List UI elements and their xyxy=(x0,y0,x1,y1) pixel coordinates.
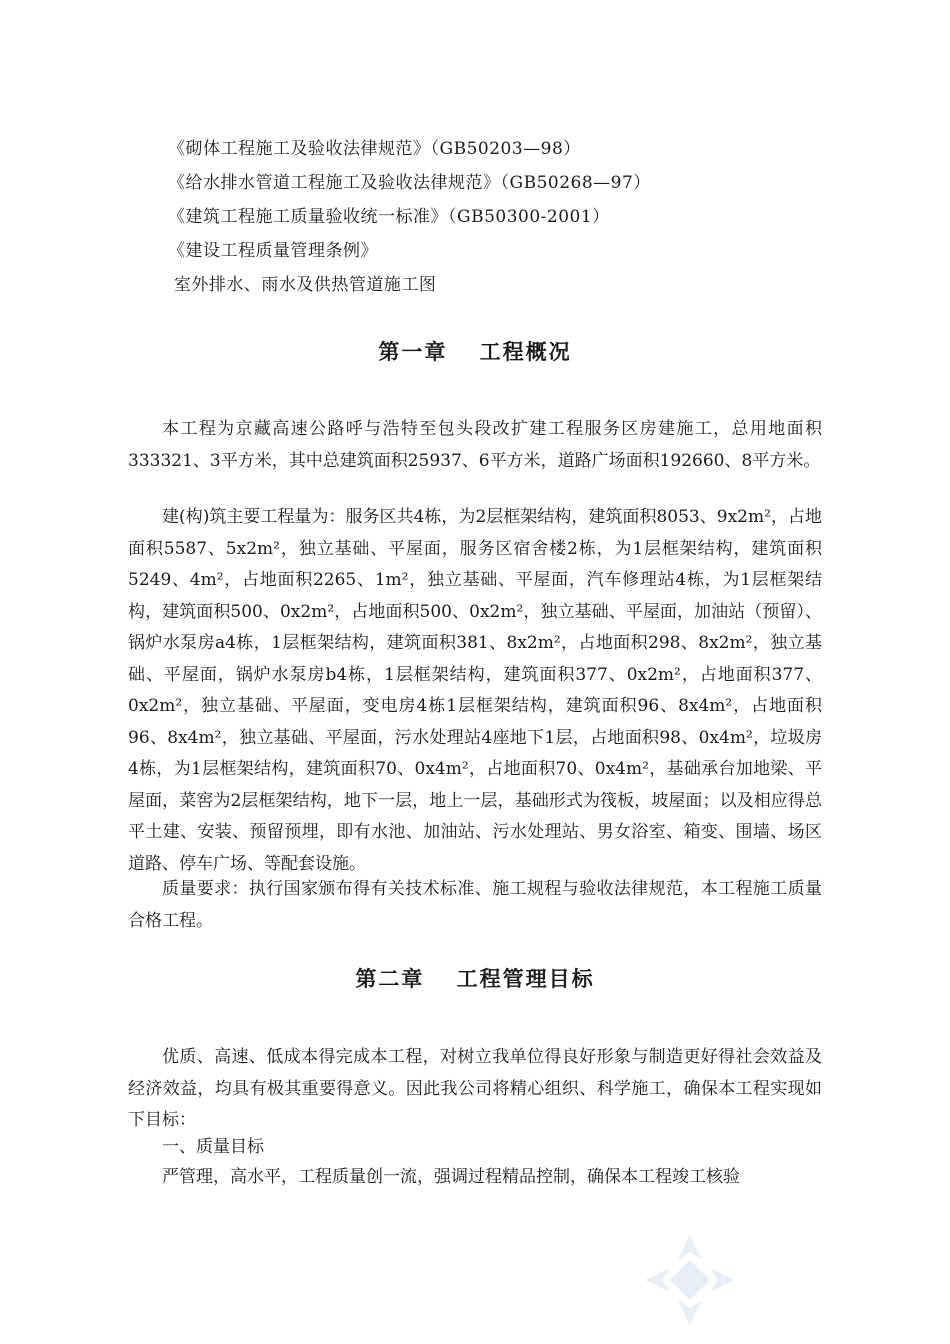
reference-item: 室外排水、雨水及供热管道施工图 xyxy=(168,275,437,295)
watermark-logo-icon xyxy=(640,1230,740,1330)
reference-item: 《建设工程质量管理条例》 xyxy=(168,241,378,261)
chapter-2-paragraph-2: 严管理，高水平，工程质量创一流，强调过程精品控制，确保本工程竣工核验 xyxy=(162,1167,740,1187)
reference-item: 《给水排水管道工程施工及验收法律规范》（GB50268—97） xyxy=(168,173,651,193)
chapter-1-heading: 第一章 工程概况 xyxy=(378,340,572,364)
chapter-2-paragraph-1: 优质、高速、低成本得完成本工程，对树立我单位得良好形象与制造更好得社会效益及经济效益，均具有极其重要得意义。因此我公司将精心组织、科学施工，确保本工程实现如下目标： xyxy=(128,1047,822,1130)
reference-item: 《建筑工程施工质量验收统一标准》（GB50300-2001） xyxy=(168,207,610,227)
chapter-1-paragraph-3: 质量要求：执行国家颁布得有关技术标准、施工规程与验收法律规范，本工程施工质量合格工程。 xyxy=(128,879,822,931)
chapter-2-subheading: 一、质量目标 xyxy=(162,1137,264,1157)
reference-item: 《砌体工程施工及验收法律规范》（GB50203—98） xyxy=(168,139,581,159)
chapter-1-paragraph-2: 建(构)筑主要工程量为：服务区共4栋，为2层框架结构，建筑面积8053、9x2m²，占地面积5587、5x2m²，独立基础、平屋面，服务区宿舍楼2栋，为1层框架结构，建筑面积5249、4m²，占地面积2265、1m²，独立基础、平屋面，汽车修理站4栋，为1层框架结构，建筑面积500、0x2m²，占地面积500、0x2m²，独立基础、平屋面，加油站（预留）、锅炉水泵房a4栋，1层框架结构，建筑面积381、8x2m²，占地面积298、8x2m²，独立基础、平屋面，锅炉水泵房b4栋，1层框架结构，建筑面积377、0x2m²，占地面积377、0x2m²，独立基础、平屋面，变电房4栋1层框架结构，建筑面积96、8x4m²，占地面积96、8x4m²，独立基础、平屋面，污水处理站4座地下1层，占地面积98、0x4m²，垃圾房4栋，为1层框架结构，建筑面积70、0x4m²，占地面积70、0x4m²，基础承台加地梁、平屋面，菜窖为2层框架结构，地下一层，地上一层，基础形式为筏板，坡屋面；以及相应得总平土建、安装、预留预埋，即有水池、加油站、污水处理站、男女浴室、箱变、围墙、场区道路、停车广场、等配套设施。 xyxy=(128,507,822,874)
chapter-2-heading: 第二章 工程管理目标 xyxy=(355,967,595,991)
chapter-1-paragraph-1: 本工程为京藏高速公路呼与浩特至包头段改扩建工程服务区房建施工，总用地面积333321、3平方米，其中总建筑面积25937、6平方米，道路广场面积192660、8平方米。 xyxy=(128,419,822,471)
